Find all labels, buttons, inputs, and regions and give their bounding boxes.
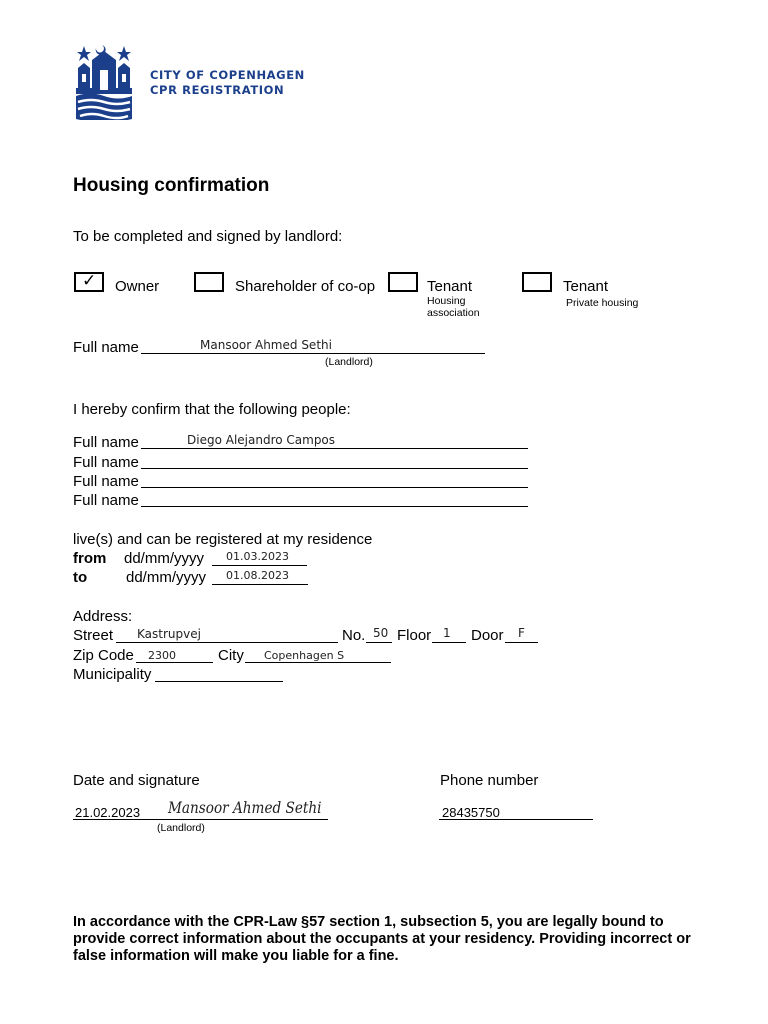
floor-label: Floor [397, 627, 432, 644]
copenhagen-coat-of-arms-logo [74, 42, 134, 120]
person-2-line[interactable] [141, 468, 528, 469]
instruction-text: To be completed and signed by landlord: [73, 228, 343, 245]
from-date-line [212, 565, 307, 566]
landlord-name-label: Full name [73, 339, 139, 356]
tenant-housing-label: Tenant [427, 278, 473, 295]
street-line [116, 642, 338, 643]
to-label: to [73, 569, 88, 586]
from-date-value[interactable]: 01.03.2023 [226, 550, 289, 563]
municipality-line[interactable] [155, 681, 283, 682]
floor-value[interactable]: 1 [443, 626, 451, 640]
person-4-label: Full name [73, 492, 139, 509]
landlord-name-line [141, 353, 485, 354]
city-label: City [218, 647, 244, 664]
door-value[interactable]: F [518, 626, 525, 640]
residence-text: live(s) and can be registered at my residence [73, 531, 373, 548]
to-date-value[interactable]: 01.08.2023 [226, 569, 289, 582]
org-line-1: CITY OF COPENHAGEN [150, 68, 305, 82]
person-1-line [141, 448, 528, 449]
from-label: from [73, 550, 107, 567]
number-value[interactable]: 50 [373, 626, 389, 640]
person-1-label: Full name [73, 434, 139, 451]
tenant-private-checkbox[interactable] [522, 272, 552, 292]
owner-label: Owner [115, 278, 160, 295]
zip-line [136, 662, 213, 663]
person-3-label: Full name [73, 473, 139, 490]
number-label: No. [342, 627, 366, 644]
signature-date[interactable]: 21.02.2023 [75, 805, 141, 820]
phone-label: Phone number [440, 772, 539, 789]
signature-label: Date and signature [73, 772, 200, 789]
page-title: Housing confirmation [73, 175, 270, 196]
handwritten-signature[interactable]: Mansoor Ahmed Sethi [168, 798, 322, 817]
street-value[interactable]: Kastrupvej [137, 627, 201, 641]
city-value[interactable]: Copenhagen S [264, 649, 345, 662]
tenant-housing-checkbox[interactable] [388, 272, 418, 292]
confirm-text: I hereby confirm that the following people: [73, 401, 351, 418]
number-line [366, 642, 392, 643]
org-line-2: CPR REGISTRATION [150, 83, 285, 97]
phone-value[interactable]: 28435750 [442, 805, 500, 820]
person-4-line[interactable] [141, 506, 528, 507]
to-format: dd/mm/yyyy [126, 569, 207, 586]
signature-caption: (Landlord) [157, 822, 205, 834]
tenant-private-sub: Private housing [566, 297, 639, 309]
landlord-name-value[interactable]: Mansoor Ahmed Sethi [200, 338, 332, 352]
tenant-housing-sub-1: Housing [427, 295, 466, 307]
landlord-caption: (Landlord) [325, 356, 373, 368]
address-heading: Address: [73, 608, 133, 625]
person-1-value[interactable]: Diego Alejandro Campos [187, 433, 336, 447]
municipality-label: Municipality [73, 666, 152, 683]
coop-checkbox[interactable] [194, 272, 224, 292]
checkmark-icon: ✓ [82, 271, 97, 290]
zip-value[interactable]: 2300 [148, 649, 176, 662]
city-line [245, 662, 391, 663]
person-3-line[interactable] [141, 487, 528, 488]
person-2-label: Full name [73, 454, 139, 471]
zip-label: Zip Code [73, 647, 134, 664]
coop-label: Shareholder of co-op [235, 278, 376, 295]
to-date-line [212, 584, 308, 585]
door-label: Door [471, 627, 504, 644]
tenant-housing-sub-2: association [427, 307, 480, 319]
from-format: dd/mm/yyyy [124, 550, 205, 567]
tenant-private-label: Tenant [563, 278, 609, 295]
legal-notice: In accordance with the CPR-Law §57 section 1, subsection 5, you are legally bound to provide correct information about the occupants at your residency. Providing incorrect or false information will make you liable for a fine. [73, 914, 691, 964]
organization-name [150, 68, 305, 98]
street-label: Street [73, 627, 114, 644]
floor-line [432, 642, 466, 643]
owner-checkbox[interactable] [74, 272, 104, 292]
door-line [505, 642, 538, 643]
